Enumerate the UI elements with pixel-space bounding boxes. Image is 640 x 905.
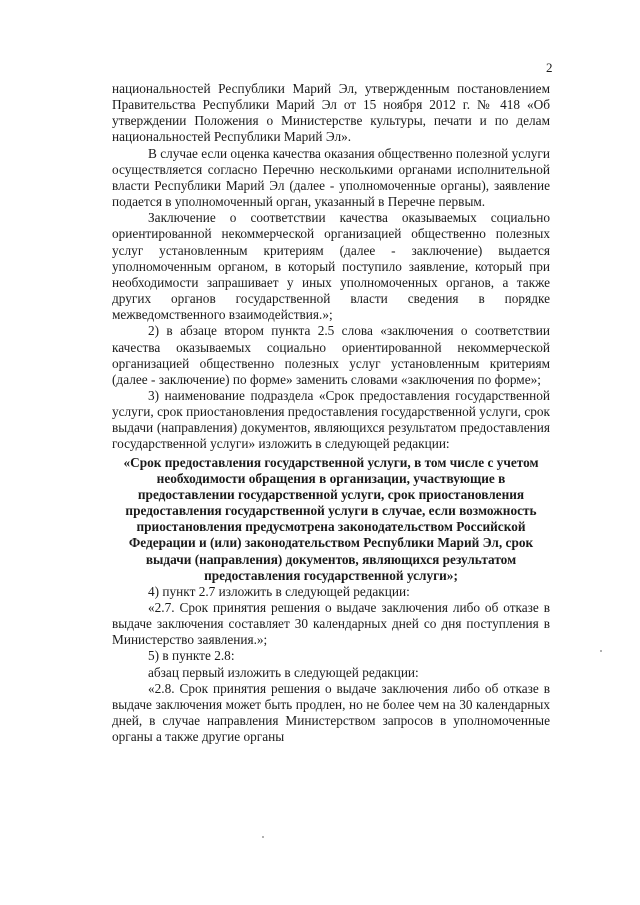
paragraph: абзац первый изложить в следующей редакции: [148,664,419,680]
document-body [112,81,550,745]
scan-artifact [262,836,264,838]
paragraph: В случае если оценка качества оказания общественно полезной услуги осуществляется согласно Перечню несколькими органами исполнительной власти Республики Марий Эл (далее - уполномоченные органы), заявление подается в уполномоченный орган, указанный в Перечне первым. [112,145,550,210]
paragraph: «2.8. Срок принятия решения о выдаче заключения либо об отказе в выдаче заключения может быть продлен, но не более чем на 30 календарных дней, в случае направления Министерством запросов в уполномоченные органы а также другие органы [112,680,550,745]
paragraph: Заключение о соответствии качества оказываемых социально ориентированной некоммерческой организацией общественно полезных услуг установленным критериям (далее - заключение) выдается уполномоченным органом, в который поступило заявление, который при необходимости запрашивает у иных уполномоченных органов, а также других органов государственной власти сведения в порядке межведомственного взаимодействия.»; [112,210,550,323]
paragraph: «2.7. Срок принятия решения о выдаче заключения либо об отказе в выдаче заключения составляет 30 календарных дней со дня поступления в Министерство заявления.»; [112,600,550,648]
page-number: 2 [546,60,553,75]
section-heading: «Срок предоставления государственной услуги, в том числе с учетом необходимости обращения в организации, участвующие в предоставлении государственной услуги, срок приостановления предоставления государственной услуги в случае, если возможность приостановления предусмотрена законодательством Российской Федерации и (или) законодательством Республики Марий Эл, срок выдачи (направления) документов, являющихся результатом предоставления государственной услуги»; [123,454,539,583]
paragraph: 5) в пункте 2.8: [148,648,235,664]
paragraph: 3) наименование подраздела «Срок предоставления государственной услуги, срок приостановления предоставления государственной услуги, срок выдачи (направления) документов, являющихся результатом предоставления государственной услуги» изложить в следующей редакции: [112,387,550,452]
paragraph: 4) пункт 2.7 изложить в следующей редакции: [148,583,410,599]
scan-artifact [600,650,602,652]
paragraph: 2) в абзаце втором пункта 2.5 слова «заключения о соответствии качества оказываемых социально ориентированной некоммерческой организацией общественно полезных услуг установленным критериям (далее - заключение) по форме» заменить словами «заключения по форме»; [112,323,550,387]
paragraph: национальностей Республики Марий Эл, утвержденным постановлением Правительства Республики Марий Эл от 15 ноября 2012 г. № 418 «Об утверждении Положения о Министерстве культуры, печати и по делам национальностей Республики Марий Эл». [112,81,550,145]
